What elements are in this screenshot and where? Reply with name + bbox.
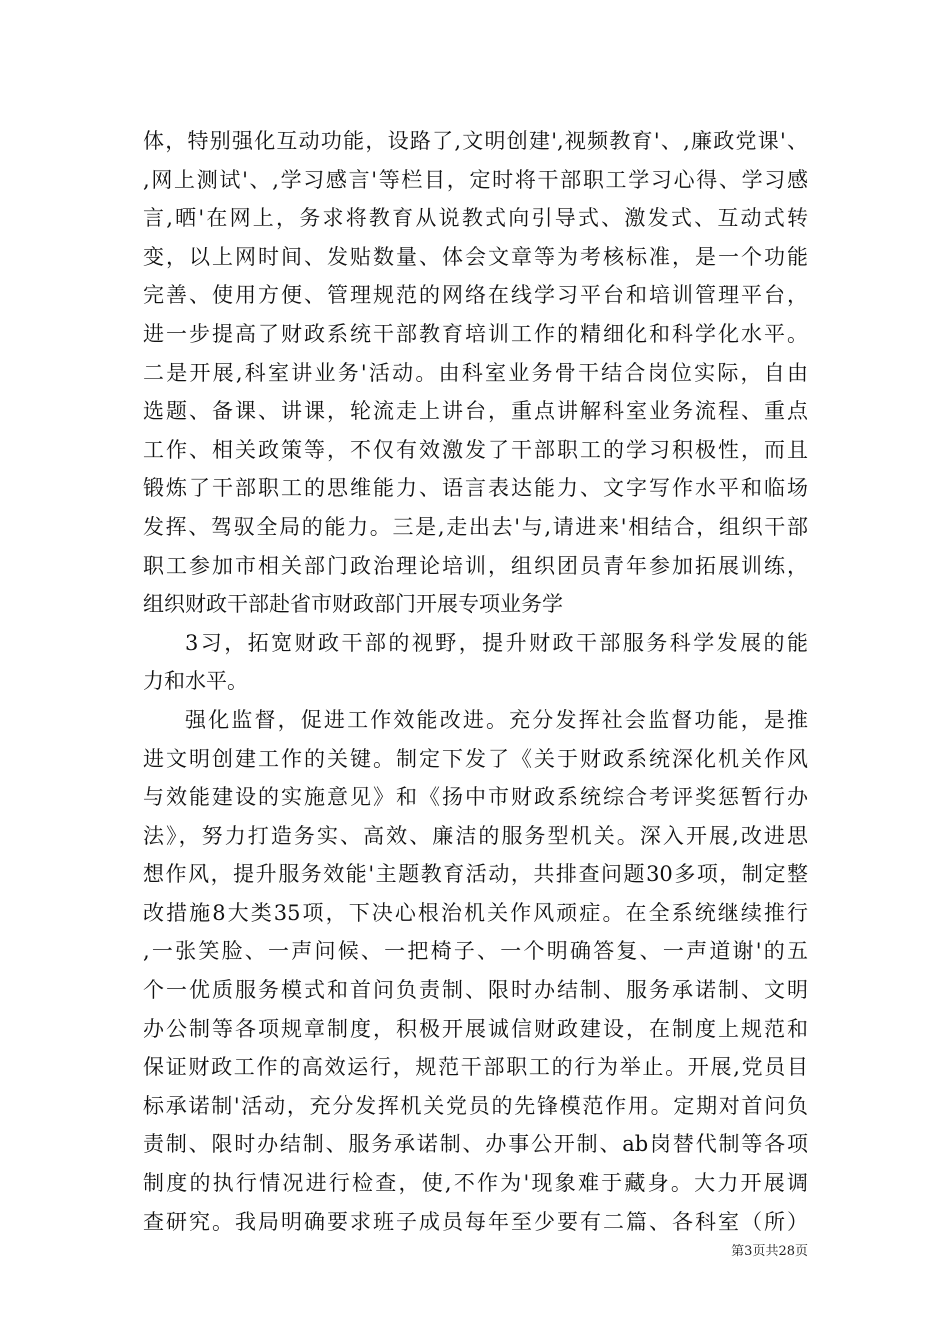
text-line: 改措施8大类35项，下决心根治机关作风顽症。在全系统继续推行 (143, 900, 808, 925)
text-line: 查研究。我局明确要求班子成员每年至少要有二篇、各科室（所） (143, 1209, 808, 1234)
text-line: 强化监督，促进工作效能改进。充分发挥社会监督功能，是推 (185, 707, 808, 732)
text-line: ,网上测试'、,学习感言'等栏目，定时将干部职工学习心得、学习感 (143, 167, 808, 192)
text-line: 制度的执行情况进行检查，使,不作为'现象难于藏身。大力开展调 (143, 1171, 808, 1196)
text-line: 个一优质服务模式和首问负责制、限时办结制、服务承诺制、文明 (143, 978, 808, 1003)
text-line: 二是开展,科室讲业务'活动。由科室业务骨干结合岗位实际，自由 (143, 360, 808, 385)
text-line: 锻炼了干部职工的思维能力、语言表达能力、文字写作水平和临场 (143, 476, 808, 501)
text-line: 职工参加市相关部门政治理论培训，组织团员青年参加拓展训练， (143, 553, 808, 578)
text-line: ,一张笑脸、一声问候、一把椅子、一个明确答复、一声道谢'的五 (143, 939, 808, 964)
text-line: 言,晒'在网上，务求将教育从说教式向引导式、激发式、互动式转 (143, 206, 808, 231)
text-line: 保证财政工作的高效运行，规范干部职工的行为举止。开展,党员目 (143, 1055, 808, 1080)
body-text (143, 122, 808, 1241)
text-line: 3习，拓宽财政干部的视野，提升财政干部服务科学发展的能 (185, 630, 808, 655)
text-line: 进一步提高了财政系统干部教育培训工作的精细化和科学化水平。 (143, 321, 808, 346)
text-line: 进文明创建工作的关键。制定下发了《关于财政系统深化机关作风 (143, 746, 808, 771)
text-line: 与效能建设的实施意见》和《扬中市财政系统综合考评奖惩暂行办 (143, 785, 808, 810)
text-line: 办公制等各项规章制度，积极开展诚信财政建设，在制度上规范和 (143, 1016, 808, 1041)
text-line: 组织财政干部赴省市财政部门开展专项业务学 (143, 592, 563, 617)
text-line: 想作风，提升服务效能'主题教育活动，共排查问题30多项，制定整 (143, 862, 808, 887)
text-line: 标承诺制'活动，充分发挥机关党员的先锋模范作用。定期对首问负 (143, 1093, 808, 1118)
text-line: 力和水平。 (143, 669, 248, 694)
text-line: 责制、限时办结制、服务承诺制、办事公开制、ab岗替代制等各项 (143, 1132, 808, 1157)
text-line: 变，以上网时间、发贴数量、体会文章等为考核标准，是一个功能 (143, 244, 808, 269)
text-line: 法》，努力打造务实、高效、廉洁的服务型机关。深入开展,改进思 (143, 823, 808, 848)
text-line: 选题、备课、讲课，轮流走上讲台，重点讲解科室业务流程、重点 (143, 399, 808, 424)
text-line: 体，特别强化互动功能，设路了,文明创建',视频教育'、,廉政党课'、 (143, 129, 808, 153)
text-line: 发挥、驾驭全局的能力。三是,走出去'与,请进来'相结合，组织干部 (143, 514, 808, 539)
text-line: 完善、使用方便、管理规范的网络在线学习平台和培训管理平台， (143, 283, 808, 308)
page-number: 第3页共28页 (731, 1244, 808, 1259)
text-line: 工作、相关政策等，不仅有效激发了干部职工的学习积极性，而且 (143, 437, 808, 462)
